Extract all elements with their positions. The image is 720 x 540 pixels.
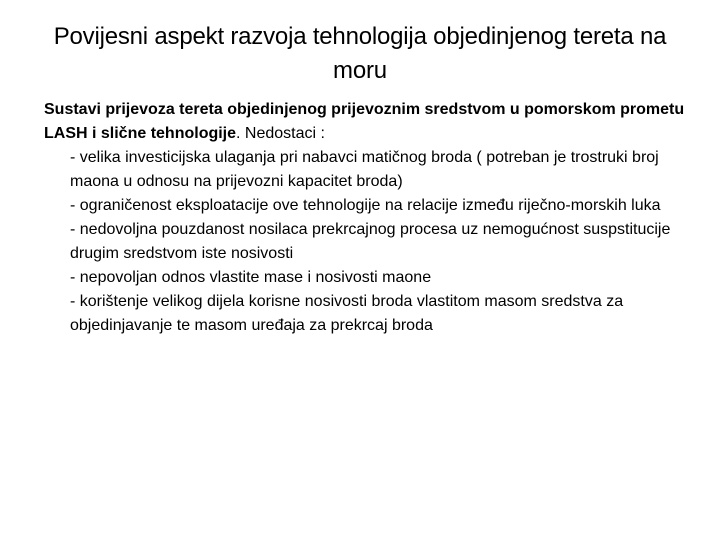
section-heading: LASH i slične tehnologije [44, 125, 237, 142]
intro-text: Sustavi prijevoza tereta objedinjenog prijevoznim sredstvom u pomorskom prometu [44, 101, 685, 118]
section-suffix: . Nedostaci : [236, 125, 325, 142]
section-line [44, 122, 694, 146]
drawback-item: - velika investicijska ulaganja pri nabavci matičnog broda ( potreban je trostruki broj maona u odnosu na prijevozni kapacitet broda) [70, 149, 659, 190]
drawback-item: - nepovoljan odnos vlastite mase i nosivosti maone [70, 269, 432, 286]
slide-title: Povijesni aspekt razvoja tehnologija objedinjenog tereta na moru [53, 23, 667, 84]
drawback-item: - nedovoljna pouzdanost nosilaca prekrcajnog procesa uz nemogućnost suspstitucije drugim sredstvom iste nosivosti [70, 221, 671, 262]
slide-body [44, 98, 694, 338]
drawback-item: - korištenje velikog dijela korisne nosivosti broda vlastitom masom sredstva za objedinjavanje te masom uređaja za prekrcaj broda [70, 293, 624, 334]
drawback-item: - ograničenost eksploatacije ove tehnologije na relacije između riječno-morskih luka [70, 197, 661, 214]
